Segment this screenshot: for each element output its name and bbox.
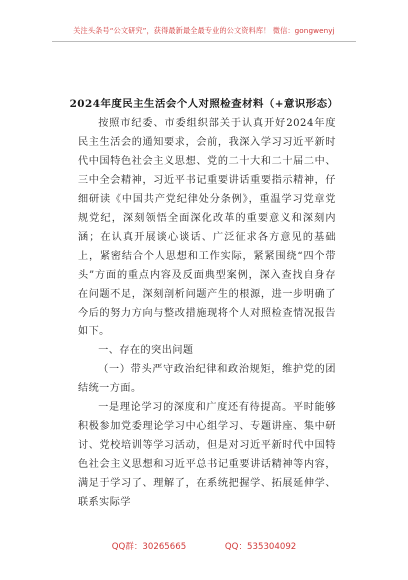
footer-contact bbox=[0, 540, 408, 552]
section-heading: 一、存在的突出问题 bbox=[98, 345, 194, 357]
subsection-heading: （一）带头严守政治纪律和政治规矩，维护党的团结统一方面。 bbox=[78, 364, 336, 395]
body-paragraph: 一是理论学习的深度和广度还有待提高。平时能够积极参加党委理论学习中心组学习、专题讲座、集中研讨、党校培训等学习活动，但是对习近平新时代中国特色社会主义思想和习近平总书记重要讲话精神等内容，满足于学习了、理解了，在系统把握学、拓展延伸学、联系实际学 bbox=[78, 402, 336, 509]
footer-qq-group: QQ群：30265665 bbox=[111, 542, 187, 552]
header-notice: 关注头条号“公文研究”，获得最新最全最专业的公文资料库！ 微信：gongwenyj bbox=[73, 26, 335, 35]
header-divider bbox=[52, 41, 356, 42]
intro-paragraph: 按照市纪委、市委组织部关于认真开好2024年度民主生活会的通知要求，会前，我深入学习习近平新时代中国特色社会主义思想、党的二十大和二十届二中、三中全会精神，习近平书记重要讲话重要指示精神，仔细研读《中国共产党纪律处分条例》，重温学习党章党规党纪，深刻领悟全面深化改革的重要意义和深刻内涵；在认真开展谈心谈话、广泛征求各方意见的基础上，紧密结合个人思想和工作实际，紧紧围绕“四个带头”方面的重点内容及反面典型案例，深入查找自身存在问题不足，深刻剖析问题产生的根源，进一步明确了今后的努力方向与整改措施现将个人对照检查情况报告如下。 bbox=[78, 118, 336, 338]
document-title: 2024年度民主生活会个人对照检查材料（+意识形态） bbox=[69, 98, 339, 110]
footer-qq: QQ：535304092 bbox=[224, 542, 297, 552]
document-body bbox=[78, 115, 336, 513]
